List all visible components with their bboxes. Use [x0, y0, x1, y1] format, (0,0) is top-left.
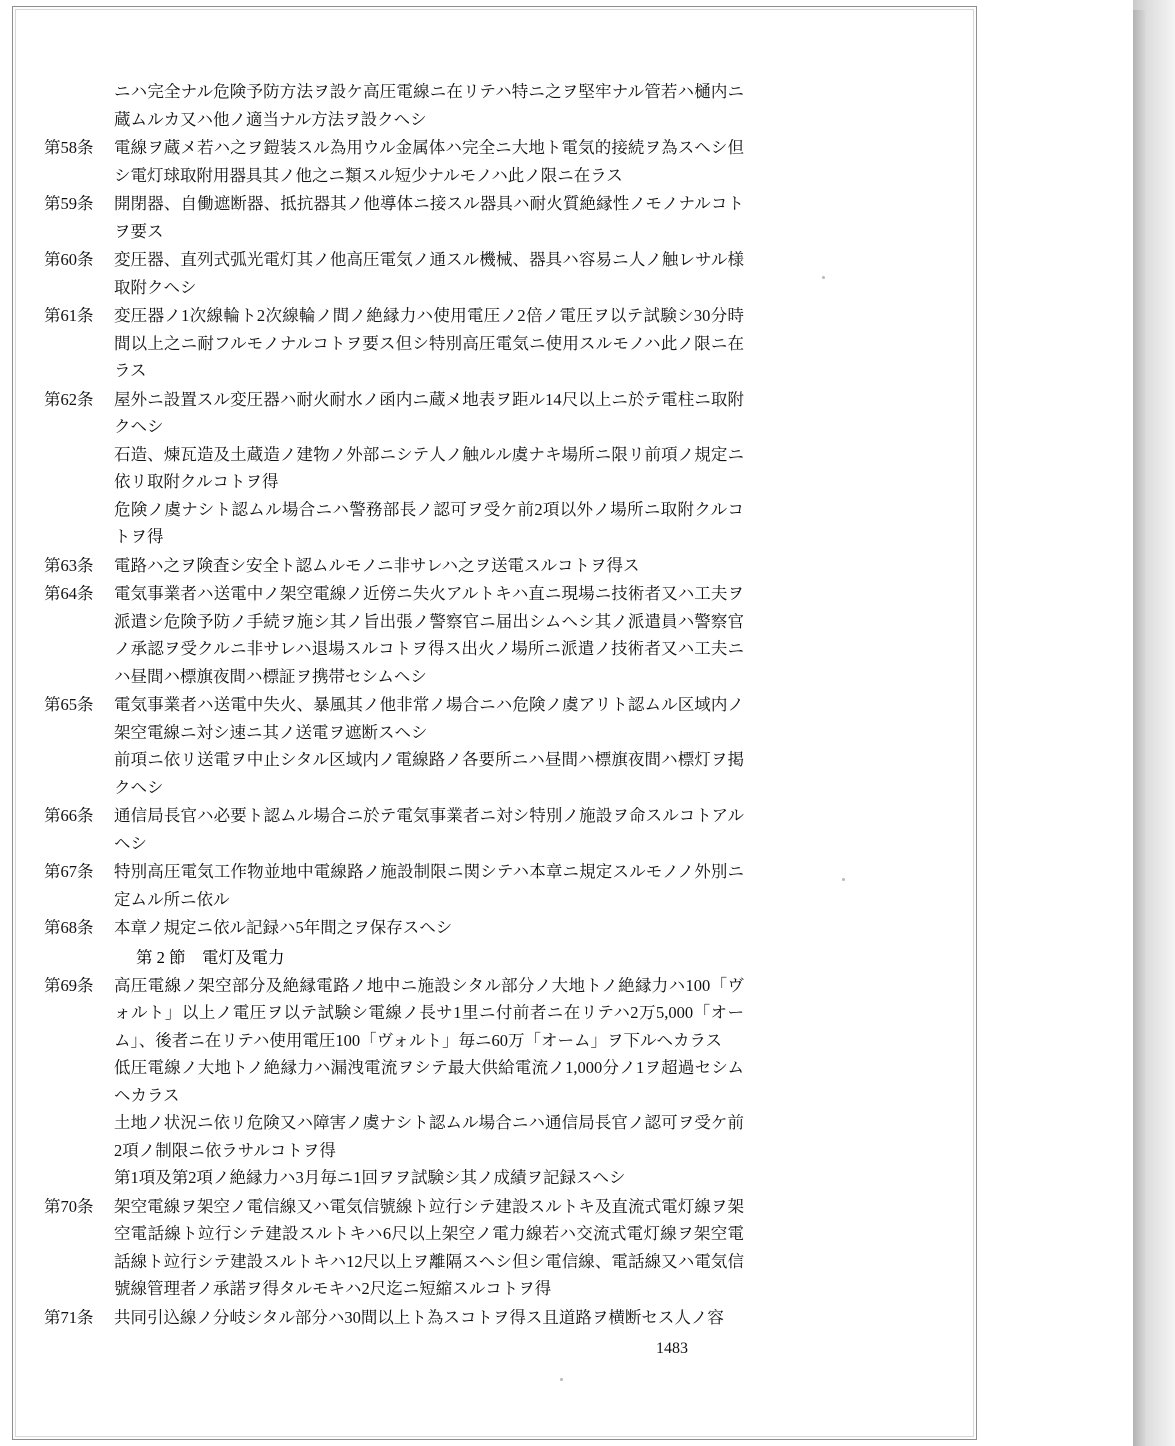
article-block [44, 1304, 744, 1332]
article-block [44, 246, 744, 301]
paragraph: 架空電線ヲ架空ノ電信線又ハ電気信號線ト竝行シテ建設スルトキ及直流式電灯線ヲ架空電話線ト竝行シテ建設スルトキハ6尺以上架空ノ電力線若ハ交流式電灯線ヲ架空電話線ト竝行シテ建設スルトキハ12尺以上ヲ離隔スヘシ但シ電信線、電話線又ハ電気信號線管理者ノ承諾ヲ得タルモキハ2尺迄ニ短縮スルコトヲ得 [114, 1196, 744, 1298]
article-number: 第68条 [44, 918, 94, 937]
article-block [44, 190, 744, 245]
paper-sheet [12, 6, 977, 1440]
article-number: 第60条 [44, 250, 94, 269]
article-number: 第66条 [44, 806, 94, 825]
article-text [114, 802, 744, 857]
paragraph: 変圧器、直列式弧光電灯其ノ他高圧電気ノ通スル機械、器具ハ容易ニ人ノ触レサル様取附クヘシ [114, 250, 744, 297]
article-text [114, 691, 744, 801]
article-number: 第67条 [44, 862, 94, 881]
article-block [44, 580, 744, 690]
article-text [114, 580, 744, 690]
paragraph: 共同引込線ノ分岐シタル部分ハ30間以上ト為スコトヲ得ス且道路ヲ横断セス人ノ容 [114, 1307, 724, 1327]
article-block [44, 134, 744, 189]
paragraph: 通信局長官ハ必要ト認ムル場合ニ於テ電気事業者ニ対シ特別ノ施設ヲ命スルコトアルヘシ [114, 806, 744, 853]
paragraph: 危険ノ虞ナシト認ムル場合ニハ警務部長ノ認可ヲ受ケ前2項以外ノ場所ニ取附クルコトヲ得 [114, 499, 744, 546]
paragraph: 電気事業者ハ送電中失火、暴風其ノ他非常ノ場合ニハ危険ノ虞アリト認ムル区域内ノ架空電線ニ対シ速ニ其ノ送電ヲ遮断スヘシ [114, 695, 744, 742]
page-number: 1483 [656, 1340, 688, 1357]
scan-speck [842, 878, 845, 881]
paragraph: ニハ完全ナル危険予防方法ヲ設ケ高圧電線ニ在リテハ特ニ之ヲ堅牢ナル管若ハ樋内ニ蔵ムルカ又ハ他ノ適当ナル方法ヲ設クヘシ [114, 82, 744, 129]
paragraph: 前項ニ依リ送電ヲ中止シタル区域内ノ電線路ノ各要所ニハ昼間ハ標旗夜間ハ標灯ヲ掲クヘシ [114, 750, 744, 797]
article-number: 第69条 [44, 975, 94, 995]
paragraph: 本章ノ規定ニ依ル記録ハ5年間之ヲ保存スヘシ [114, 918, 453, 937]
scan-speck [822, 276, 825, 279]
article-number: 第62条 [44, 389, 94, 409]
paragraph: 電気事業者ハ送電中ノ架空電線ノ近傍ニ失火アルトキハ直ニ現場ニ技術者又ハ工夫ヲ派遣シ危険予防ノ手続ヲ施シ其ノ旨出張ノ警察官ニ届出シムヘシ其ノ派遣員ハ警察官ノ承認ヲ受クルニ非サレハ退場スルコトヲ得ス出火ノ場所ニ派遣ノ技術者又ハ工夫ニハ昼間ハ標旗夜間ハ標証ヲ携帯セシムヘシ [114, 584, 744, 686]
article-number: 第64条 [44, 584, 94, 603]
article-number: 第59条 [44, 194, 94, 213]
paragraph: 第1項及第2項ノ絶縁力ハ3月毎ニ1回ヲヲ試験シ其ノ成績ヲ記録スヘシ [114, 1168, 626, 1187]
book-spine-shadow [1133, 10, 1145, 1446]
article-text [114, 190, 744, 245]
article-block [44, 972, 744, 1192]
article-text [114, 1193, 744, 1303]
article-block [44, 802, 744, 857]
article-text [114, 972, 744, 1192]
paragraph: 変圧器ノ1次線輪ト2次線輪ノ間ノ絶縁力ハ使用電圧ノ2倍ノ電圧ヲ以テ試験シ30分時間以上之ニ耐フルモノナルコトヲ要ス但シ特別高圧電気ニ使用スルモノハ此ノ限ニ在ラス [114, 306, 744, 380]
document-body [44, 78, 744, 1332]
article-number: 第65条 [44, 695, 94, 714]
article-number: 第63条 [44, 555, 94, 575]
article-text [114, 552, 744, 580]
paragraph: 特別高圧電気工作物並地中電線路ノ施設制限ニ関シテハ本章ニ規定スルモノノ外別ニ定ムル所ニ依ル [114, 862, 744, 909]
article-text [114, 858, 744, 913]
article-block [44, 914, 744, 942]
paragraph: 石造、煉瓦造及土蔵造ノ建物ノ外部ニシテ人ノ触ルル虞ナキ場所ニ限リ前項ノ規定ニ依リ取附クルコトヲ得 [114, 444, 744, 491]
paragraph: 土地ノ状況ニ依リ危険又ハ障害ノ虞ナシト認ムル場合ニハ通信局長官ノ認可ヲ受ケ前2項ノ制限ニ依ラサルコトヲ得 [114, 1113, 744, 1160]
paragraph: 屋外ニ設置スル変圧器ハ耐火耐水ノ函内ニ蔵メ地表ヲ距ル14尺以上ニ於テ電柱ニ取附クヘシ [114, 389, 744, 436]
paragraph: 電線ヲ蔵メ若ハ之ヲ鎧装スル為用ウル金属体ハ完全ニ大地ト電気的接続ヲ為スヘシ但シ電灯球取附用器具其ノ他之ニ類スル短少ナルモノハ此ノ限ニ在ラス [114, 138, 744, 185]
section-heading: 第 2 節 電灯及電力 [136, 947, 285, 967]
paper-sheet-inner [15, 9, 974, 1437]
paragraph: 高圧電線ノ架空部分及絶縁電路ノ地中ニ施設シタル部分ノ大地トノ絶縁力ハ100「ヴォルト」以上ノ電圧ヲ以テ試験シ電線ノ長サ1里ニ付前者ニ在リテハ2万5,000「オーム」、後者ニ在リテハ使用電圧100「ヴォルト」毎ニ60万「オーム」ヲ下ルヘカラス [114, 975, 744, 1050]
article-block [44, 78, 744, 133]
article-text [114, 386, 744, 551]
article-block [44, 691, 744, 801]
article-text [114, 134, 744, 189]
article-block [44, 858, 744, 913]
paragraph: 開閉器、自働遮断器、抵抗器其ノ他導体ニ接スル器具ハ耐火質絶縁性ノモノナルコトヲ要ス [114, 194, 744, 241]
scan-speck [560, 1378, 563, 1381]
article-text [114, 302, 744, 385]
article-number: 第71条 [44, 1307, 94, 1327]
paragraph: 低圧電線ノ大地トノ絶縁力ハ漏洩電流ヲシテ最大供給電流ノ1,000分ノ1ヲ超過セシムヘカラス [114, 1058, 744, 1105]
article-text [114, 1304, 744, 1332]
article-block [44, 302, 744, 385]
article-number: 第61条 [44, 306, 94, 325]
article-block [44, 1193, 744, 1303]
article-text [114, 246, 744, 301]
article-text [114, 914, 744, 942]
article-number: 第70条 [44, 1196, 94, 1216]
paragraph: 電路ハ之ヲ険査シ安全ト認ムルモノニ非サレハ之ヲ送電スルコトヲ得ス [114, 555, 640, 575]
article-block [44, 386, 744, 551]
article-number: 第58条 [44, 138, 94, 157]
article-block [44, 552, 744, 580]
article-text [114, 78, 744, 133]
